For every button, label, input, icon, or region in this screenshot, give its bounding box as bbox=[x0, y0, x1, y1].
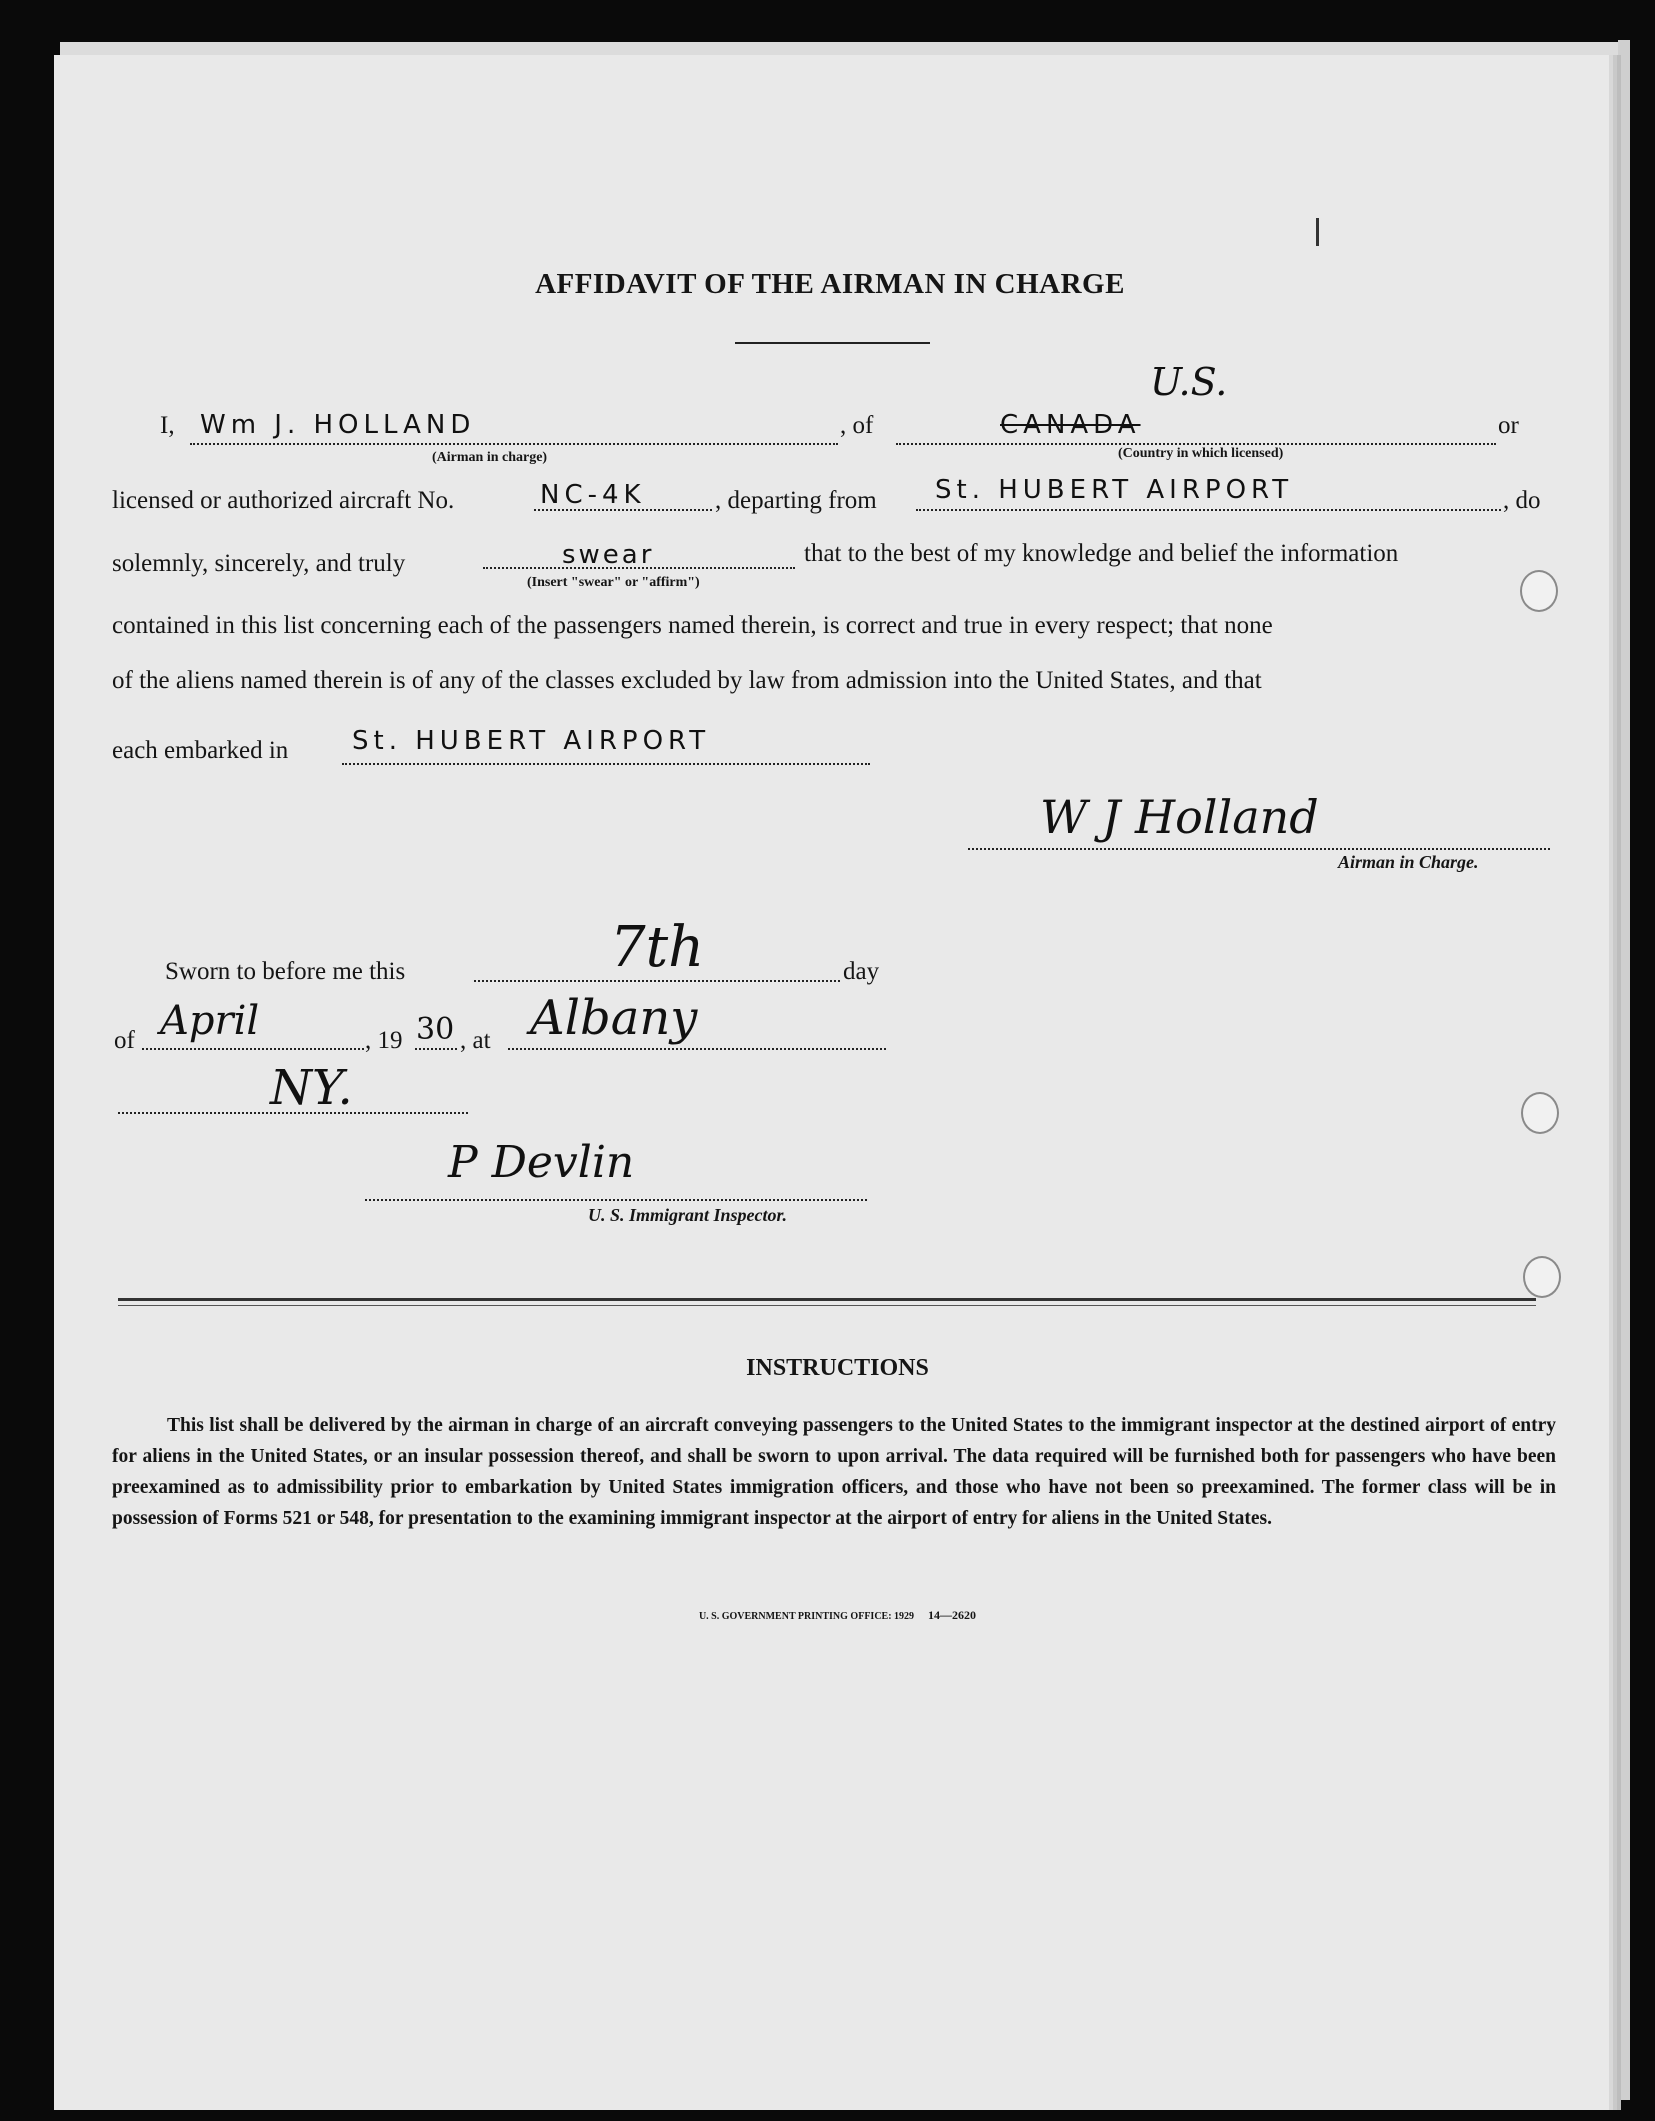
form-title: AFFIDAVIT OF THE AIRMAN IN CHARGE bbox=[535, 268, 1125, 300]
line1-of: , of bbox=[840, 412, 874, 439]
sworn-at: , at bbox=[460, 1027, 491, 1054]
title-divider bbox=[735, 342, 930, 344]
line2-departing: , departing from bbox=[715, 487, 877, 514]
underlying-sheet-edge-right bbox=[1618, 40, 1630, 2100]
stray-mark bbox=[1316, 218, 1319, 246]
inspector-caption: U. S. Immigrant Inspector. bbox=[588, 1205, 788, 1225]
sworn-place-field[interactable] bbox=[508, 1048, 886, 1050]
sworn-month-field[interactable] bbox=[142, 1048, 364, 1050]
country-field[interactable] bbox=[896, 443, 1496, 445]
line3-prefix: solemnly, sincerely, and truly bbox=[112, 550, 406, 577]
sworn-day-field[interactable] bbox=[474, 980, 840, 982]
sworn-prefix: Sworn to before me this bbox=[165, 958, 406, 985]
section-divider bbox=[118, 1298, 1536, 1301]
departing-from-value: St. HUBERT AIRPORT bbox=[935, 475, 1294, 505]
sworn-place-value-line2: NY. bbox=[270, 1060, 353, 1116]
oath-caption: (Insert "swear" or "affirm") bbox=[527, 575, 700, 590]
line5-text: of the aliens named therein is of any of the classes excluded by law from admission into the United States, and that bbox=[112, 667, 1262, 694]
sworn-year-value: 30 bbox=[416, 1012, 455, 1047]
inspector-signature: P Devlin bbox=[448, 1137, 635, 1188]
airman-signature-field[interactable] bbox=[968, 848, 1550, 850]
line3-suffix: that to the best of my knowledge and belief the information bbox=[804, 540, 1399, 567]
underlying-sheet-edge bbox=[60, 42, 1620, 56]
airman-signature-caption: Airman in Charge. bbox=[1338, 852, 1479, 872]
departing-from-field[interactable] bbox=[916, 509, 1501, 511]
sworn-day-value: 7th bbox=[610, 915, 705, 980]
inspector-signature-field[interactable] bbox=[365, 1199, 867, 1201]
sworn-day-suffix: day bbox=[843, 958, 880, 985]
oath-value: swear bbox=[562, 540, 655, 570]
line2-suffix: , do bbox=[1503, 487, 1541, 514]
line2-prefix: licensed or authorized aircraft No. bbox=[112, 487, 455, 514]
embarked-in-field[interactable] bbox=[342, 763, 870, 765]
instructions-title: INSTRUCTIONS bbox=[746, 1355, 929, 1381]
sworn-year-field[interactable] bbox=[415, 1048, 457, 1050]
airman-caption: (Airman in charge) bbox=[432, 450, 548, 465]
line1-prefix: I, bbox=[160, 412, 175, 439]
airman-signature: W J Holland bbox=[1040, 790, 1319, 844]
line4-text: contained in this list concerning each of the passengers named therein, is correct and true in every respect; that none bbox=[112, 612, 1273, 639]
country-struck-value: CANADA bbox=[1000, 410, 1141, 440]
airman-name-value: Wm J. HOLLAND bbox=[200, 410, 476, 440]
punch-hole-middle bbox=[1521, 1092, 1559, 1134]
punch-hole-bottom bbox=[1523, 1256, 1561, 1298]
printer-imprint: U. S. GOVERNMENT PRINTING OFFICE: 1929 bbox=[698, 1611, 915, 1622]
country-written-value: U.S. bbox=[1150, 360, 1228, 404]
form-number: 14—2620 bbox=[928, 1608, 977, 1622]
airman-name-field[interactable] bbox=[190, 443, 838, 445]
printer-footer bbox=[0, 1608, 1655, 1623]
punch-hole-top bbox=[1520, 570, 1558, 612]
section-divider-thin bbox=[118, 1305, 1536, 1306]
line6-prefix: each embarked in bbox=[112, 737, 289, 764]
line1-suffix: or bbox=[1498, 412, 1519, 439]
embarked-in-value: St. HUBERT AIRPORT bbox=[352, 726, 711, 756]
sworn-of: of bbox=[114, 1027, 135, 1054]
country-caption: (Country in which licensed) bbox=[1118, 446, 1284, 461]
sworn-year-prefix: , 19 bbox=[365, 1027, 403, 1054]
sworn-month-value: April bbox=[160, 998, 260, 1044]
sworn-place-value: Albany bbox=[530, 990, 698, 1046]
instructions-body: This list shall be delivered by the airman in charge of an aircraft conveying passengers to the United States to the immigrant inspector at the destined airport of entry for aliens in the United States, or an insular possession thereof, and shall be sworn to upon arrival. The data required will be furnished both for passengers who have been preexamined as to admissibility prior to embarkation by United States immigration officers, and those who have not been so preexamined. The former class will be in possession of Forms 521 or 548, for presentation to the examining immigrant inspector at the airport of entry for aliens in the United States. bbox=[112, 1415, 1556, 1529]
aircraft-no-value: NC-4K bbox=[540, 480, 646, 510]
